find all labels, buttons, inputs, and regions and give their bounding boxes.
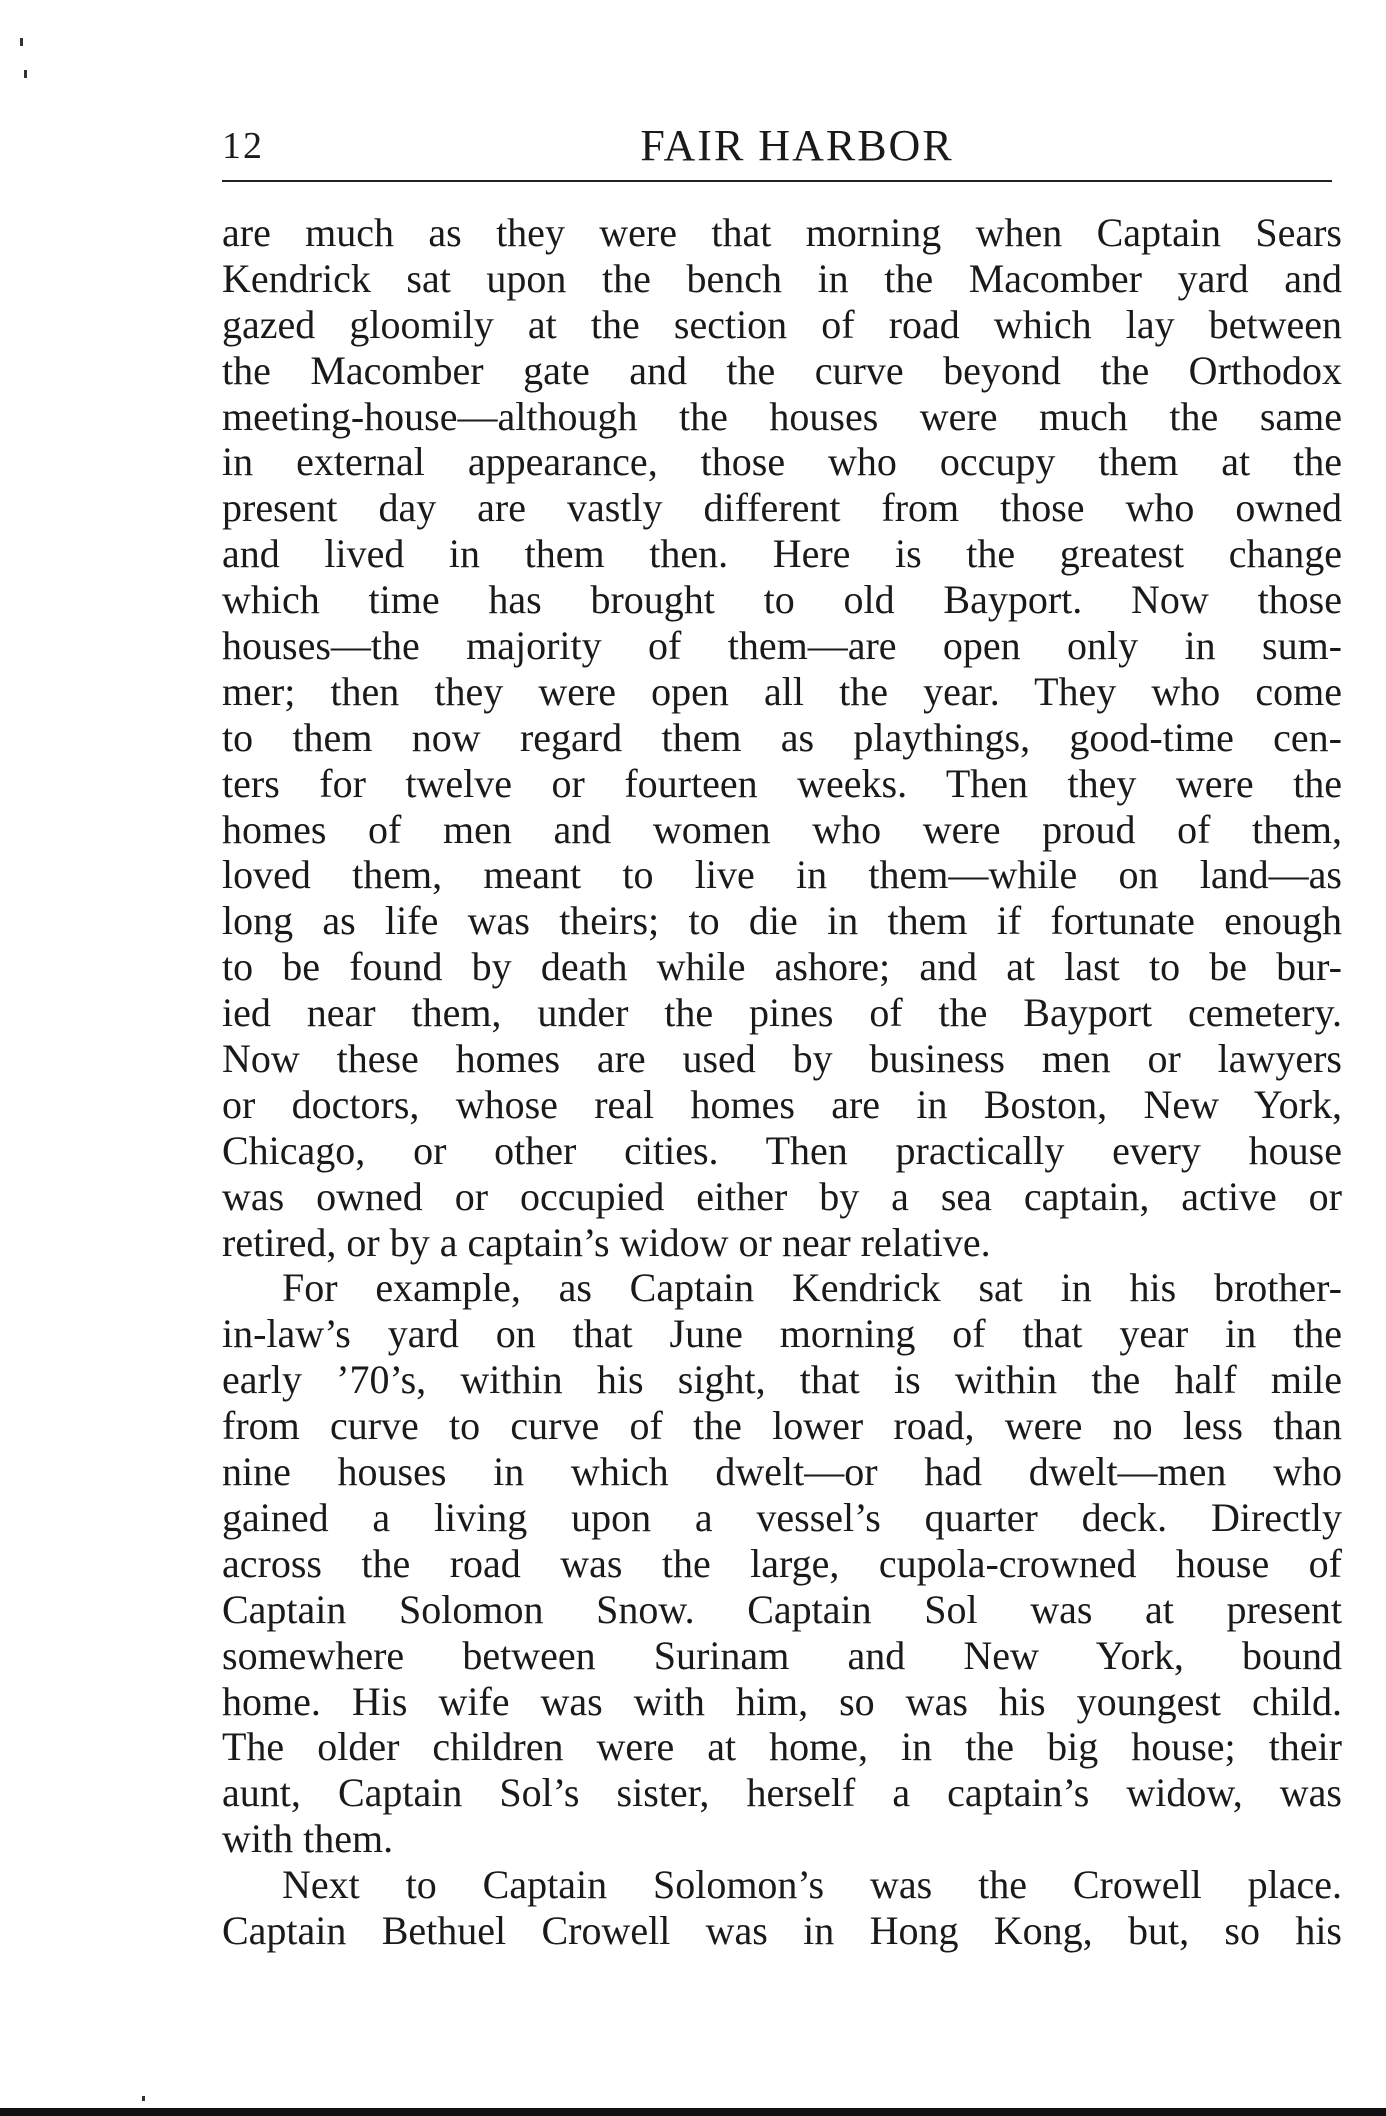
text-line: to them now regard them as playthings, good-time cen- <box>222 714 1342 760</box>
text-line: homes of men and women who were proud of them, <box>222 806 1342 852</box>
text-line: in-law’s yard on that June morning of that year in the <box>222 1311 1342 1357</box>
text-line: long as life was theirs; to die in them if fortunate enough <box>222 898 1342 944</box>
text-line: to be found by death while ashore; and at last to be bur- <box>222 944 1342 990</box>
text-line: in external appearance, those who occupy them at the <box>222 439 1342 485</box>
header-rule <box>222 180 1332 182</box>
text-line: houses—the majority of them—are open only in sum- <box>222 623 1342 669</box>
page-number: 12 <box>222 125 264 167</box>
text-line: the Macomber gate and the curve beyond the Orthodox <box>222 347 1342 393</box>
text-line: Chicago, or other cities. Then practically every house <box>222 1127 1342 1173</box>
text-line: Captain Solomon Snow. Captain Sol was at present <box>222 1586 1342 1632</box>
margin-mark <box>142 2096 145 2101</box>
text-line: with them. <box>222 1816 394 1862</box>
text-line: nine houses in which dwelt—or had dwelt—men who <box>222 1449 1342 1495</box>
text-line: present day are vastly different from those who owned <box>222 485 1342 531</box>
text-line: somewhere between Surinam and New York, bound <box>222 1632 1342 1678</box>
running-title: FAIR HARBOR <box>640 121 954 170</box>
text-line: gazed gloomily at the section of road which lay between <box>222 301 1342 347</box>
text-line: The older children were at home, in the big house; their <box>222 1724 1342 1770</box>
margin-mark <box>20 38 23 46</box>
text-line: mer; then they were open all the year. They who come <box>222 668 1342 714</box>
text-line: Captain Bethuel Crowell was in Hong Kong, but, so his <box>222 1907 1342 1953</box>
text-line: across the road was the large, cupola-crowned house of <box>222 1540 1342 1586</box>
text-line: retired, or by a captain’s widow or near relative. <box>222 1219 991 1265</box>
body-text <box>222 210 1342 1954</box>
text-line: aunt, Captain Sol’s sister, herself a captain’s widow, was <box>222 1770 1342 1816</box>
scan-edge-bar <box>0 2108 1386 2116</box>
text-line: Now these homes are used by business men or lawyers <box>222 1036 1342 1082</box>
running-head <box>222 118 1332 178</box>
text-line: ters for twelve or fourteen weeks. Then they were the <box>222 760 1342 806</box>
text-line: home. His wife was with him, so was his youngest child. <box>222 1678 1342 1724</box>
margin-mark <box>24 70 27 78</box>
text-line: meeting-house—although the houses were much the same <box>222 393 1342 439</box>
text-line: gained a living upon a vessel’s quarter deck. Directly <box>222 1494 1342 1540</box>
text-line: and lived in them then. Here is the greatest change <box>222 531 1342 577</box>
text-line: loved them, meant to live in them—while on land—as <box>222 852 1342 898</box>
text-line: For example, as Captain Kendrick sat in his brother- <box>282 1265 1342 1311</box>
text-line: or doctors, whose real homes are in Boston, New York, <box>222 1081 1342 1127</box>
text-line: which time has brought to old Bayport. Now those <box>222 577 1342 623</box>
text-line: Kendrick sat upon the bench in the Macomber yard and <box>222 255 1342 301</box>
text-line: was owned or occupied either by a sea captain, active or <box>222 1173 1342 1219</box>
text-line: Next to Captain Solomon’s was the Crowell place. <box>282 1862 1342 1908</box>
text-line: from curve to curve of the lower road, were no less than <box>222 1403 1342 1449</box>
text-line: ied near them, under the pines of the Bayport cemetery. <box>222 990 1342 1036</box>
text-line: early ’70’s, within his sight, that is within the half mile <box>222 1357 1342 1403</box>
text-line: are much as they were that morning when Captain Sears <box>222 210 1342 255</box>
